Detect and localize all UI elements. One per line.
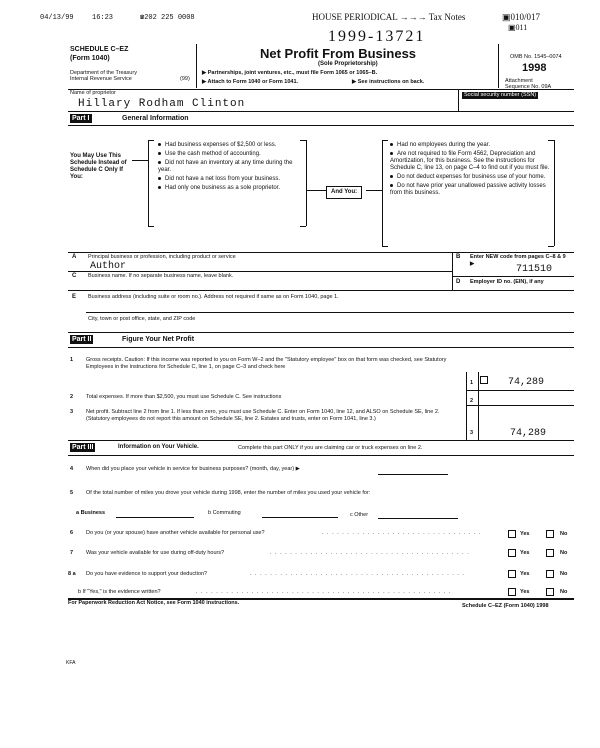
line8a-no-checkbox[interactable] xyxy=(546,570,554,578)
line8a-leader: . . . . . . . . . . . . . . . . . . . . . . . . . . . . . . . . . . . . . . . . . . . xyxy=(250,571,465,577)
line-c-label: Business name. If no separate business name, leave blank. xyxy=(88,273,234,279)
footer-schedule: Schedule C–EZ (Form 1040) 1998 xyxy=(462,603,549,609)
part1-title: General Information xyxy=(122,115,189,122)
line6-number: 6 xyxy=(70,530,74,536)
right-criteria xyxy=(390,142,550,197)
proprietor-name: Hillary Rodham Clinton xyxy=(78,98,246,110)
fax-phone: ☎202 225 0008 xyxy=(140,14,195,22)
kfa-mark: KFA xyxy=(66,660,76,666)
form-title: Net Profit From Business xyxy=(260,46,417,61)
line2-box: 2 xyxy=(470,398,474,404)
criteria-item: Did not have an inventory at any time during the year. xyxy=(158,160,293,173)
line5-text: Of the total number of miles you drove your vehicle during 1998, enter the number of miles you used your vehicle for: xyxy=(86,490,371,496)
line5-number: 5 xyxy=(70,490,74,496)
line8a-no: No xyxy=(560,571,568,577)
criteria-item: Do not have prior year unallowed passive activity losses from this business. xyxy=(390,183,546,196)
line6-no: No xyxy=(560,531,568,537)
line5b-label: b Commuting xyxy=(208,510,241,516)
fax-page2: ▣011 xyxy=(508,23,528,32)
criteria-item: Had only one business as a sole proprietor. xyxy=(165,185,281,191)
may-use-label: You May Use This Schedule Instead of Schedule C Only If You: xyxy=(70,153,127,180)
line1-text: Gross receipts. Caution: If this income was reported to you on Form W–2 and the "Statutory employee" box on that form was checked, see Statutory Employees in the instructions for Schedule C, line 1, on page C–3 and check here xyxy=(86,357,447,370)
line8a-yes: Yes xyxy=(520,571,530,577)
line3-box: 3 xyxy=(470,430,474,436)
line6-text: Do you (or your spouse) have another vehicle available for personal use? xyxy=(86,530,265,536)
line8b-yes: Yes xyxy=(520,589,530,595)
form-number: (Form 1040) xyxy=(70,55,110,62)
line-c-letter: C xyxy=(72,273,77,279)
line-e-label: Business address (including suite or room no.). Address not required if same as on Form 1040, page 1. xyxy=(88,294,339,300)
department: Department of the Treasury xyxy=(70,70,137,76)
criteria-item: Did not have a net loss from your business. xyxy=(165,176,281,182)
line-e2-label: City, town or post office, state, and ZIP code xyxy=(88,316,196,322)
line7-text: Was your vehicle available for use during off-duty hours? xyxy=(86,550,225,556)
irs-code: (99) xyxy=(180,76,190,82)
fax-time: 16:23 xyxy=(92,14,114,22)
instruction-attach: ▶ Attach to Form 1040 or Form 1041. xyxy=(202,79,299,85)
part3-title: Information on Your Vehicle. xyxy=(118,444,199,450)
line3-number: 3 xyxy=(70,409,74,415)
footer-paperwork: For Paperwork Reduction Act Notice, see Form 1040 instructions. xyxy=(68,600,240,606)
statutory-employee-checkbox[interactable] xyxy=(480,376,488,384)
part2-title: Figure Your Net Profit xyxy=(122,336,195,343)
line8b-yes-checkbox[interactable] xyxy=(508,588,516,596)
fax-page: ▣010/017 xyxy=(502,12,541,22)
line4-text: When did you place your vehicle in service for business purposes? (month, day, year) ▶ xyxy=(86,466,300,472)
line5a-label: a Business xyxy=(76,510,106,516)
fax-sender: HOUSE PERIODICAL →→→ Tax Notes xyxy=(312,12,466,22)
line-d-label: Employer ID no. (EIN), if any xyxy=(470,279,544,285)
part3-tag: Part III xyxy=(72,444,94,451)
left-criteria xyxy=(158,142,298,192)
criteria-item: Had no employees during the year. xyxy=(397,142,491,148)
attachment-label: Attachment xyxy=(505,78,533,84)
line4-number: 4 xyxy=(70,466,74,472)
ssn-label: Social security number (SSN) xyxy=(464,92,537,98)
line7-number: 7 xyxy=(70,550,74,556)
and-you-label: And You: xyxy=(326,186,362,199)
line6-yes-checkbox[interactable] xyxy=(508,530,516,538)
line6-leader: . . . . . . . . . . . . . . . . . . . . . . . . . . . . . . . . xyxy=(322,530,482,536)
line-e-letter: E xyxy=(72,294,77,300)
line8b-no-checkbox[interactable] xyxy=(546,588,554,596)
part2-tag: Part II xyxy=(72,336,92,343)
other-miles-field[interactable] xyxy=(378,518,458,519)
part1-tag: Part I xyxy=(72,115,90,122)
line8a-yes-checkbox[interactable] xyxy=(508,570,516,578)
line-d-letter: D xyxy=(456,279,461,285)
gross-receipts[interactable]: 74,289 xyxy=(508,377,545,388)
criteria-item: Are not required to file Form 4562, Depreciation and Amortization, for this business. See the instructions for Schedule C, line 13, on page C–4 to find out if you must file. xyxy=(390,151,550,171)
line6-no-checkbox[interactable] xyxy=(546,530,554,538)
line7-no-checkbox[interactable] xyxy=(546,549,554,557)
line-b-label: Enter NEW code from pages C–8 & 9 ▶ xyxy=(470,254,566,267)
schedule-title: SCHEDULE C–EZ xyxy=(70,46,129,53)
line2-text: Total expenses. If more than $2,500, you must use Schedule C. See instructions xyxy=(86,394,282,400)
sequence-number: Sequence No. 09A xyxy=(505,84,552,90)
business-miles-field[interactable] xyxy=(116,517,194,518)
line7-leader: . . . . . . . . . . . . . . . . . . . . . . . . . . . . . . . . . . . . . . . . xyxy=(270,550,470,556)
criteria-item: Had business expenses of $2,500 or less. xyxy=(165,142,277,148)
instruction-see: ▶ See instructions on back. xyxy=(352,79,425,85)
line7-yes: Yes xyxy=(520,550,530,556)
omb-number: OMB No. 1545–0074 xyxy=(510,54,562,60)
line8b-text: b If "Yes," is the evidence written? xyxy=(78,589,161,595)
net-profit[interactable]: 74,289 xyxy=(510,428,547,439)
commuting-miles-field[interactable] xyxy=(262,517,338,518)
line8a-text: Do you have evidence to support your deduction? xyxy=(86,571,208,577)
irs: Internal Revenue Service xyxy=(70,76,132,82)
business-description[interactable]: Author xyxy=(90,261,127,272)
business-code[interactable]: 711510 xyxy=(516,264,553,275)
received-stamp: 1999-13721 xyxy=(328,28,426,45)
line8a-number: 8 a xyxy=(68,571,76,577)
line6-yes: Yes xyxy=(520,531,530,537)
line-a-label: Principal business or profession, including product or service xyxy=(88,254,236,260)
line8b-leader: . . . . . . . . . . . . . . . . . . . . . . . . . . . . . . . . . . . . . . . . . . . . . . . . . . . xyxy=(196,589,452,595)
line7-no: No xyxy=(560,550,568,556)
part3-subtitle: Complete this part ONLY if you are claiming car or truck expenses on line 2. xyxy=(238,445,423,451)
line-b-letter: B xyxy=(456,254,461,260)
line2-number: 2 xyxy=(70,394,74,400)
fax-date: 04/13/99 xyxy=(40,14,74,22)
name-label: Name of proprietor xyxy=(70,90,116,96)
line7-yes-checkbox[interactable] xyxy=(508,549,516,557)
line1-number: 1 xyxy=(70,357,74,363)
line3-text: Net profit. Subtract line 2 from line 1. If less than zero, you must use Schedule C. Enter on Form 1040, line 12, and ALSO on Schedule SE, line 2. (Statutory employees do not report this amount on Schedule SE, line 2. Estates and trusts, enter on Form 1041, line 3.) xyxy=(86,409,440,422)
criteria-item: Use the cash method of accounting. xyxy=(165,151,261,157)
vehicle-date-field[interactable] xyxy=(378,474,448,475)
line5c-label: c Other xyxy=(350,512,369,518)
criteria-item: Do not deduct expenses for business use of your home. xyxy=(397,174,546,180)
line8b-no: No xyxy=(560,589,568,595)
tax-year: 1998 xyxy=(522,62,547,74)
line1-box: 1 xyxy=(470,380,474,386)
instruction-partnership: ▶ Partnerships, joint ventures, etc., must file Form 1065 or 1065–B. xyxy=(202,70,378,76)
form-subtitle: (Sole Proprietorship) xyxy=(318,61,378,67)
line-a-letter: A xyxy=(72,254,77,260)
